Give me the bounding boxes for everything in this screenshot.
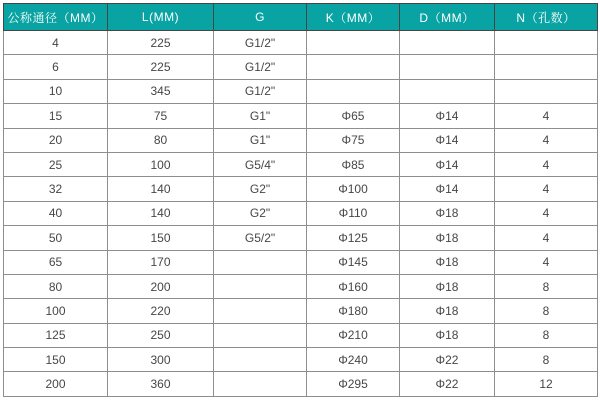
table-cell: 25 <box>4 152 108 176</box>
table-cell: 4 <box>4 31 108 55</box>
table-cell <box>400 79 495 103</box>
table-cell: G1/2" <box>214 55 307 79</box>
table-cell: 250 <box>108 323 214 347</box>
table-cell: Φ85 <box>307 152 400 176</box>
table-cell: 8 <box>495 348 598 372</box>
table-cell: 15 <box>4 104 108 128</box>
table-row <box>4 55 598 79</box>
table-cell: Φ18 <box>400 250 495 274</box>
table-cell: 80 <box>4 274 108 298</box>
table-cell <box>495 31 598 55</box>
table-cell: 80 <box>108 128 214 152</box>
table-cell: 150 <box>4 348 108 372</box>
table-row <box>4 31 598 55</box>
table-cell: Φ295 <box>307 372 400 397</box>
table-cell: 100 <box>4 299 108 323</box>
table-row <box>4 323 598 347</box>
table-cell: G1/2" <box>214 31 307 55</box>
table-cell <box>495 79 598 103</box>
header-cell: D（MM） <box>400 4 495 31</box>
table-cell: Φ22 <box>400 348 495 372</box>
table-cell: 200 <box>4 372 108 397</box>
table-cell <box>214 299 307 323</box>
table-cell: Φ22 <box>400 372 495 397</box>
table-cell: G1" <box>214 128 307 152</box>
table-cell: 100 <box>108 152 214 176</box>
table-row <box>4 128 598 152</box>
table-cell: 75 <box>108 104 214 128</box>
table-cell: Φ14 <box>400 104 495 128</box>
table-cell: 8 <box>495 323 598 347</box>
table-cell: 150 <box>108 226 214 250</box>
table-cell: 225 <box>108 55 214 79</box>
table-cell: Φ125 <box>307 226 400 250</box>
table-cell: 360 <box>108 372 214 397</box>
table-cell: 6 <box>4 55 108 79</box>
table-row <box>4 372 598 397</box>
table-cell: Φ75 <box>307 128 400 152</box>
table-cell: 10 <box>4 79 108 103</box>
table-cell <box>214 372 307 397</box>
header-cell: L(MM) <box>108 4 214 31</box>
table-cell: Φ18 <box>400 299 495 323</box>
table-cell: 4 <box>495 128 598 152</box>
table-cell: 8 <box>495 274 598 298</box>
table-cell: G2" <box>214 177 307 201</box>
table-header <box>4 4 598 31</box>
table-cell: Φ18 <box>400 226 495 250</box>
table-cell: 300 <box>108 348 214 372</box>
table-cell: G2" <box>214 201 307 225</box>
table-cell: Φ160 <box>307 274 400 298</box>
table-cell: 170 <box>108 250 214 274</box>
table-cell: 4 <box>495 226 598 250</box>
table-cell <box>307 55 400 79</box>
header-row <box>4 4 598 31</box>
table-cell: G1" <box>214 104 307 128</box>
table-cell <box>495 55 598 79</box>
table-cell <box>307 79 400 103</box>
table-cell: 50 <box>4 226 108 250</box>
table-cell: 40 <box>4 201 108 225</box>
table-cell: Φ18 <box>400 201 495 225</box>
table-cell: 20 <box>4 128 108 152</box>
header-cell: K（MM） <box>307 4 400 31</box>
table-cell <box>214 250 307 274</box>
table-row <box>4 226 598 250</box>
table-cell: Φ14 <box>400 152 495 176</box>
table-cell: 4 <box>495 177 598 201</box>
table-cell: 12 <box>495 372 598 397</box>
table-cell: Φ240 <box>307 348 400 372</box>
table-cell: 140 <box>108 177 214 201</box>
table-cell: 4 <box>495 250 598 274</box>
table-row <box>4 79 598 103</box>
table-cell <box>400 55 495 79</box>
table-cell: Φ18 <box>400 323 495 347</box>
header-cell: 公称通径（MM） <box>4 4 108 31</box>
table-cell: 4 <box>495 104 598 128</box>
table-row <box>4 274 598 298</box>
table-row <box>4 104 598 128</box>
header-cell: G <box>214 4 307 31</box>
header-cell: N（孔数） <box>495 4 598 31</box>
table-row <box>4 299 598 323</box>
table-row <box>4 250 598 274</box>
table-cell: Φ210 <box>307 323 400 347</box>
table-cell <box>214 323 307 347</box>
dimension-spec-table <box>3 3 598 397</box>
table-cell: 220 <box>108 299 214 323</box>
table-row <box>4 348 598 372</box>
table-cell: 140 <box>108 201 214 225</box>
table-row <box>4 152 598 176</box>
table-cell <box>307 31 400 55</box>
table-row <box>4 177 598 201</box>
table-cell: 4 <box>495 201 598 225</box>
table-cell: Φ65 <box>307 104 400 128</box>
table-cell <box>400 31 495 55</box>
table-cell: 200 <box>108 274 214 298</box>
table-cell: 65 <box>4 250 108 274</box>
table-cell: Φ14 <box>400 177 495 201</box>
table-cell: Φ100 <box>307 177 400 201</box>
table-cell: 8 <box>495 299 598 323</box>
table-cell: G5/2" <box>214 226 307 250</box>
table-cell: 345 <box>108 79 214 103</box>
table-cell: 4 <box>495 152 598 176</box>
table-row <box>4 201 598 225</box>
table-cell: 225 <box>108 31 214 55</box>
table-cell: Φ145 <box>307 250 400 274</box>
table-cell <box>214 274 307 298</box>
table-cell: 32 <box>4 177 108 201</box>
table-cell: Φ14 <box>400 128 495 152</box>
table-cell: Φ18 <box>400 274 495 298</box>
table-cell: Φ110 <box>307 201 400 225</box>
table-cell: G5/4" <box>214 152 307 176</box>
table-cell: G1/2" <box>214 79 307 103</box>
table-cell: 125 <box>4 323 108 347</box>
table-cell: Φ180 <box>307 299 400 323</box>
table-body <box>4 31 598 397</box>
table-cell <box>214 348 307 372</box>
